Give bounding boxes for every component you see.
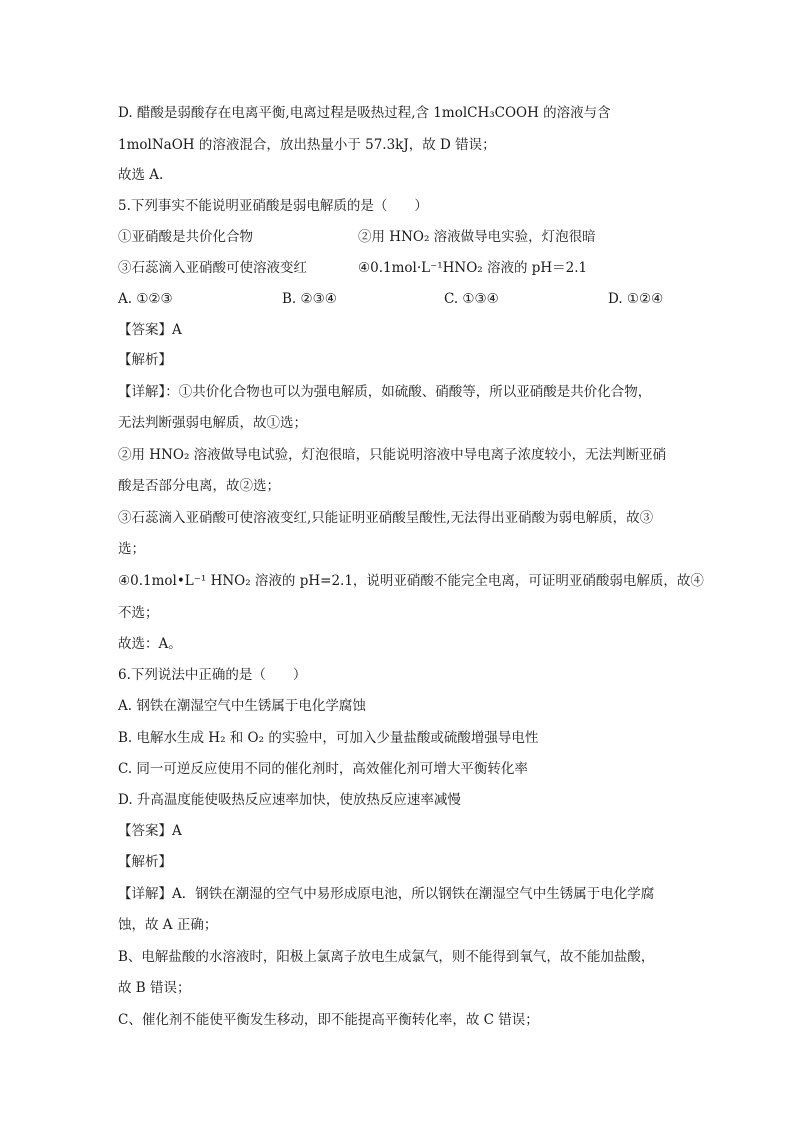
statement-4: ④0.1mol·L⁻¹HNO₂ 溶液的 pH＝2.1 <box>358 260 588 276</box>
question-6-option-a: A. 钢铁在潮湿空气中生锈属于电化学腐蚀 <box>118 698 366 714</box>
statement-3: ③石蕊滴入亚硝酸可使溶液变红 <box>118 260 307 276</box>
text-line: D. 醋酸是弱酸存在电离平衡,电离过程是吸热过程,含 1molCH₃COOH 的溶液与含 <box>118 105 611 121</box>
text-line: B、电解盐酸的水溶液时，阳极上氯离子放电生成氯气，则不能得到氧气，故不能加盐酸， <box>118 949 655 965</box>
text-line: 1molNaOH 的溶液混合，放出热量小于 57.3kJ，故 D 错误； <box>118 137 496 153</box>
text-line: 蚀，故 A 正确； <box>118 917 218 933</box>
text-line: ②用 HNO₂ 溶液做导电试验，灯泡很暗，只能说明溶液中导电离子浓度较小，无法判断亚硝 <box>118 447 667 463</box>
option-b: B. ②③④ <box>282 291 337 307</box>
option-d: D. ①②④ <box>608 291 664 307</box>
text-line: 【详解】A．钢铁在潮湿的空气中易形成原电池，所以钢铁在潮湿空气中生锈属于电化学腐 <box>118 886 655 902</box>
question-6-option-d: D. 升高温度能使吸热反应速率加快，使放热反应速率减慢 <box>118 792 461 808</box>
answer-label: 【答案】A <box>118 322 182 338</box>
option-c: C. ①③④ <box>444 291 499 307</box>
text-line: 故选 A. <box>118 167 164 183</box>
question-6-stem: 6.下列说法中正确的是（ ） <box>118 667 307 683</box>
text-line: 不选； <box>118 605 159 621</box>
question-6-option-b: B. 电解水生成 H₂ 和 O₂ 的实验中，可加入少量盐酸或硫酸增强导电性 <box>118 730 539 746</box>
text-line: 【详解】：①共价化合物也可以为强电解质，如硫酸、硝酸等，所以亚硝酸是共价化合物， <box>118 384 652 400</box>
text-line: 无法判断强弱电解质，故①选； <box>118 415 307 431</box>
analysis-label: 【解析】 <box>118 352 172 368</box>
question-5-stem: 5.下列事实不能说明亚硝酸是弱电解质的是（ ） <box>118 198 428 214</box>
text-line: 故选：A。 <box>118 636 182 652</box>
text-line: 故 B 错误； <box>118 980 191 996</box>
statement-1: ①亚硝酸是共价化合物 <box>118 229 253 245</box>
text-line: ④0.1mol•L⁻¹ HNO₂ 溶液的 pH=2.1，说明亚硝酸不能完全电离，可证明亚硝酸弱电解质，故④ <box>118 573 704 589</box>
text-line: 酸是否部分电离，故②选； <box>118 478 280 494</box>
answer-label: 【答案】A <box>118 823 182 839</box>
analysis-label: 【解析】 <box>118 854 172 870</box>
statement-2: ②用 HNO₂ 溶液做导电实验，灯泡很暗 <box>358 229 596 245</box>
text-line: ③石蕊滴入亚硝酸可使溶液变红,只能证明亚硝酸呈酸性,无法得出亚硝酸为弱电解质，故③ <box>118 510 654 526</box>
text-line: C、催化剂不能使平衡发生移动，即不能提高平衡转化率，故 C 错误； <box>118 1012 539 1028</box>
question-6-option-c: C. 同一可逆反应使用不同的催化剂时，高效催化剂可增大平衡转化率 <box>118 761 528 777</box>
text-line: 选； <box>118 541 145 557</box>
option-a: A. ①②③ <box>118 291 173 307</box>
